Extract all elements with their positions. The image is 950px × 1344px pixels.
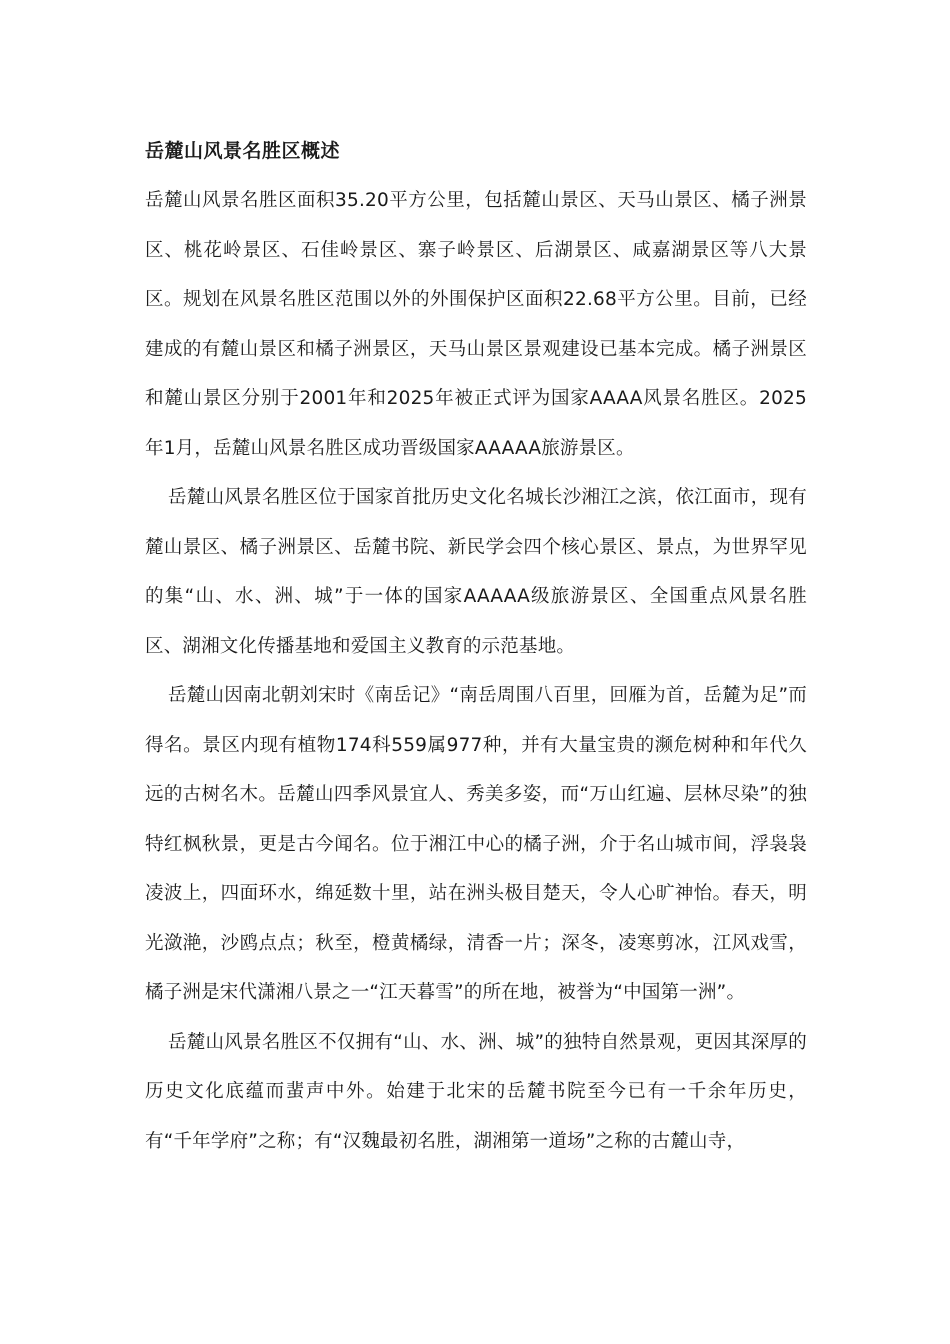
document-title: 岳麓山风景名胜区概述: [145, 140, 341, 162]
paragraph-area-overview: 岳麓山风景名胜区面积35.20平方公里，包括麓山景区、天马山景区、橘子洲景区、桃花岭景区、石佳岭景区、寨子岭景区、后湖景区、咸嘉湖景区等八大景区。规划在风景名胜区范围以外的外围保护区面积22.68平方公里。目前，已经建成的有麓山景区和橘子洲景区，天马山景区景观建设已基本完成。橘子洲景区和麓山景区分别于2001年和2025年被正式评为国家AAAA风景名胜区。2025年1月，岳麓山风景名胜区成功晋级国家AAAAA旅游景区。: [145, 190, 807, 459]
paragraph-history: 岳麓山风景名胜区不仅拥有“山、水、洲、城”的独特自然景观，更因其深厚的历史文化底蕴而蜚声中外。始建于北宋的岳麓书院至今已有一千余年历史，有“千年学府”之称；有“汉魏最初名胜，湖湘第一道场”之称的古麓山寺，: [145, 1031, 807, 1152]
paragraph-name-origin: 岳麓山因南北朝刘宋时《南岳记》“南岳周围八百里，回雁为首，岳麓为足”而得名。景区内现有植物174科559属977种，并有大量宝贵的濒危树种和年代久远的古树名木。岳麓山四季风景宜人、秀美多姿，而“万山红遍、层林尽染”的独特红枫秋景，更是古今闻名。位于湘江中心的橘子洲，介于名山城市间，浮袅袅凌波上，四面环水，绵延数十里，站在洲头极目楚天，令人心旷神怡。春天，明光潋滟，沙鸥点点；秋至，橙黄橘绿，清香一片；深冬，凌寒剪冰，江风戏雪，橘子洲是宋代潇湘八景之一“江天暮雪”的所在地，被誉为“中国第一洲”。: [145, 685, 807, 1003]
paragraph-location: 岳麓山风景名胜区位于国家首批历史文化名城长沙湘江之滨，依江面市，现有麓山景区、橘子洲景区、岳麓书院、新民学会四个核心景区、景点，为世界罕见的集“山、水、洲、城”于一体的国家AAAAA级旅游景区、全国重点风景名胜区、湖湘文化传播基地和爱国主义教育的示范基地。: [145, 487, 807, 657]
document-page: [145, 132, 807, 1166]
